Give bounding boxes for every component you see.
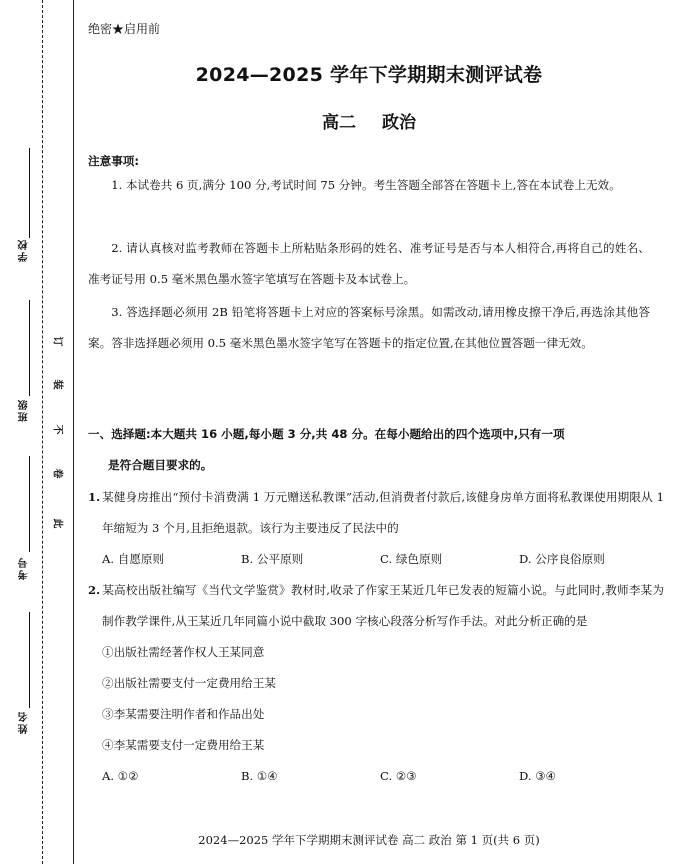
section-heading-line1: 一、选择题:本大题共 16 小题,每小题 3 分,共 48 分。在每小题给出的四个选项中,只有一项 (88, 427, 565, 441)
name-label: 姓名 (18, 710, 30, 734)
margin-rule-line (73, 0, 74, 864)
notes-heading: 注意事项: (88, 154, 140, 168)
exam-subtitle (88, 108, 650, 133)
seal-word: 此 (51, 518, 63, 529)
class-blank (29, 300, 30, 396)
question-stem: 某健身房推出“预付卡消费满 1 万元赠送私教课”活动,但消费者付款后,该健身房单方面将私教课使用期限从 1 年缩短为 3 个月,且拒绝退款。该行为主要违反了民法中的 (102, 490, 664, 535)
question-1 (88, 482, 664, 575)
statement-item: ①出版社需经著作权人王某同意 (102, 645, 265, 659)
option-a: A. 自愿原则 (102, 552, 165, 566)
page-footer: 2024—2025 学年下学期期末测评试卷 高二 政治 第 1 页(共 6 页) (198, 833, 540, 847)
question-2 (88, 575, 664, 792)
option-list (102, 761, 664, 792)
option-b: B. ①④ (241, 769, 278, 783)
statement-item: ④李某需要支付一定费用给王某 (102, 738, 265, 752)
subject-label: 政治 (382, 113, 416, 133)
binding-dashed-line (42, 0, 43, 864)
section-heading-line2: 是符合题目要求的。 (108, 458, 213, 472)
exam-no-label: 考号 (18, 556, 30, 580)
name-blank (29, 612, 30, 708)
option-b: B. 公平原则 (241, 552, 304, 566)
exam-title: 2024—2025 学年下学期期末测评试卷 (195, 64, 543, 86)
confidential-mark: 绝密★启用前 (88, 22, 161, 36)
seal-word: 不 (51, 424, 63, 435)
note-item: 2. 请认真核对监考教师在答题卡上所粘贴条形码的姓名、准考证号是否与本人相符合,再将自己的姓名、准考证号用 0.5 毫米黑色墨水签字笔填写在答题卡及本试卷上。 (88, 241, 650, 286)
option-c: C. 绿色原则 (380, 552, 443, 566)
statement-item: ②出版社需要支付一定费用给王某 (102, 676, 276, 690)
class-label: 班级 (18, 398, 30, 422)
exam-no-blank (29, 456, 30, 552)
question-stem: 某高校出版社编写《当代文学鉴赏》教材时,收录了作家王某近几年已发表的短篇小说。与此同时,教师李某为制作教学课件,从王某近几年同篇小说中截取 300 字核心段落分析写作手法。对此分析正确的是 (102, 583, 664, 628)
section-heading (88, 419, 650, 481)
seal-word: 订 (51, 336, 63, 347)
note-item: 3. 答选择题必须用 2B 铅笔将答题卡上对应的答案标号涂黑。如需改动,请用橡皮擦干净后,再选涂其他答案。答非选择题必须用 0.5 毫米黑色墨水签字笔写在答题卡的指定位置,在其他位置答题一律无效。 (88, 305, 650, 350)
option-c: C. ②③ (380, 769, 417, 783)
option-d: D. ③④ (519, 769, 557, 783)
school-blank (29, 148, 30, 238)
question-number: 2. (88, 583, 101, 597)
option-list (102, 544, 664, 575)
note-item: 1. 本试卷共 6 页,满分 100 分,考试时间 75 分钟。考生答题全部答在答题卡上,答在本试卷上无效。 (111, 178, 621, 192)
school-label: 学校 (18, 238, 30, 262)
grade-label: 高二 (322, 113, 356, 133)
seal-word: 卷 (51, 468, 63, 479)
option-a: A. ①② (102, 769, 139, 783)
statement-item: ③李某需要注明作者和作品出处 (102, 707, 265, 721)
option-d: D. 公序良俗原则 (519, 552, 605, 566)
seal-word: 装 (51, 379, 63, 390)
question-number: 1. (88, 490, 101, 504)
